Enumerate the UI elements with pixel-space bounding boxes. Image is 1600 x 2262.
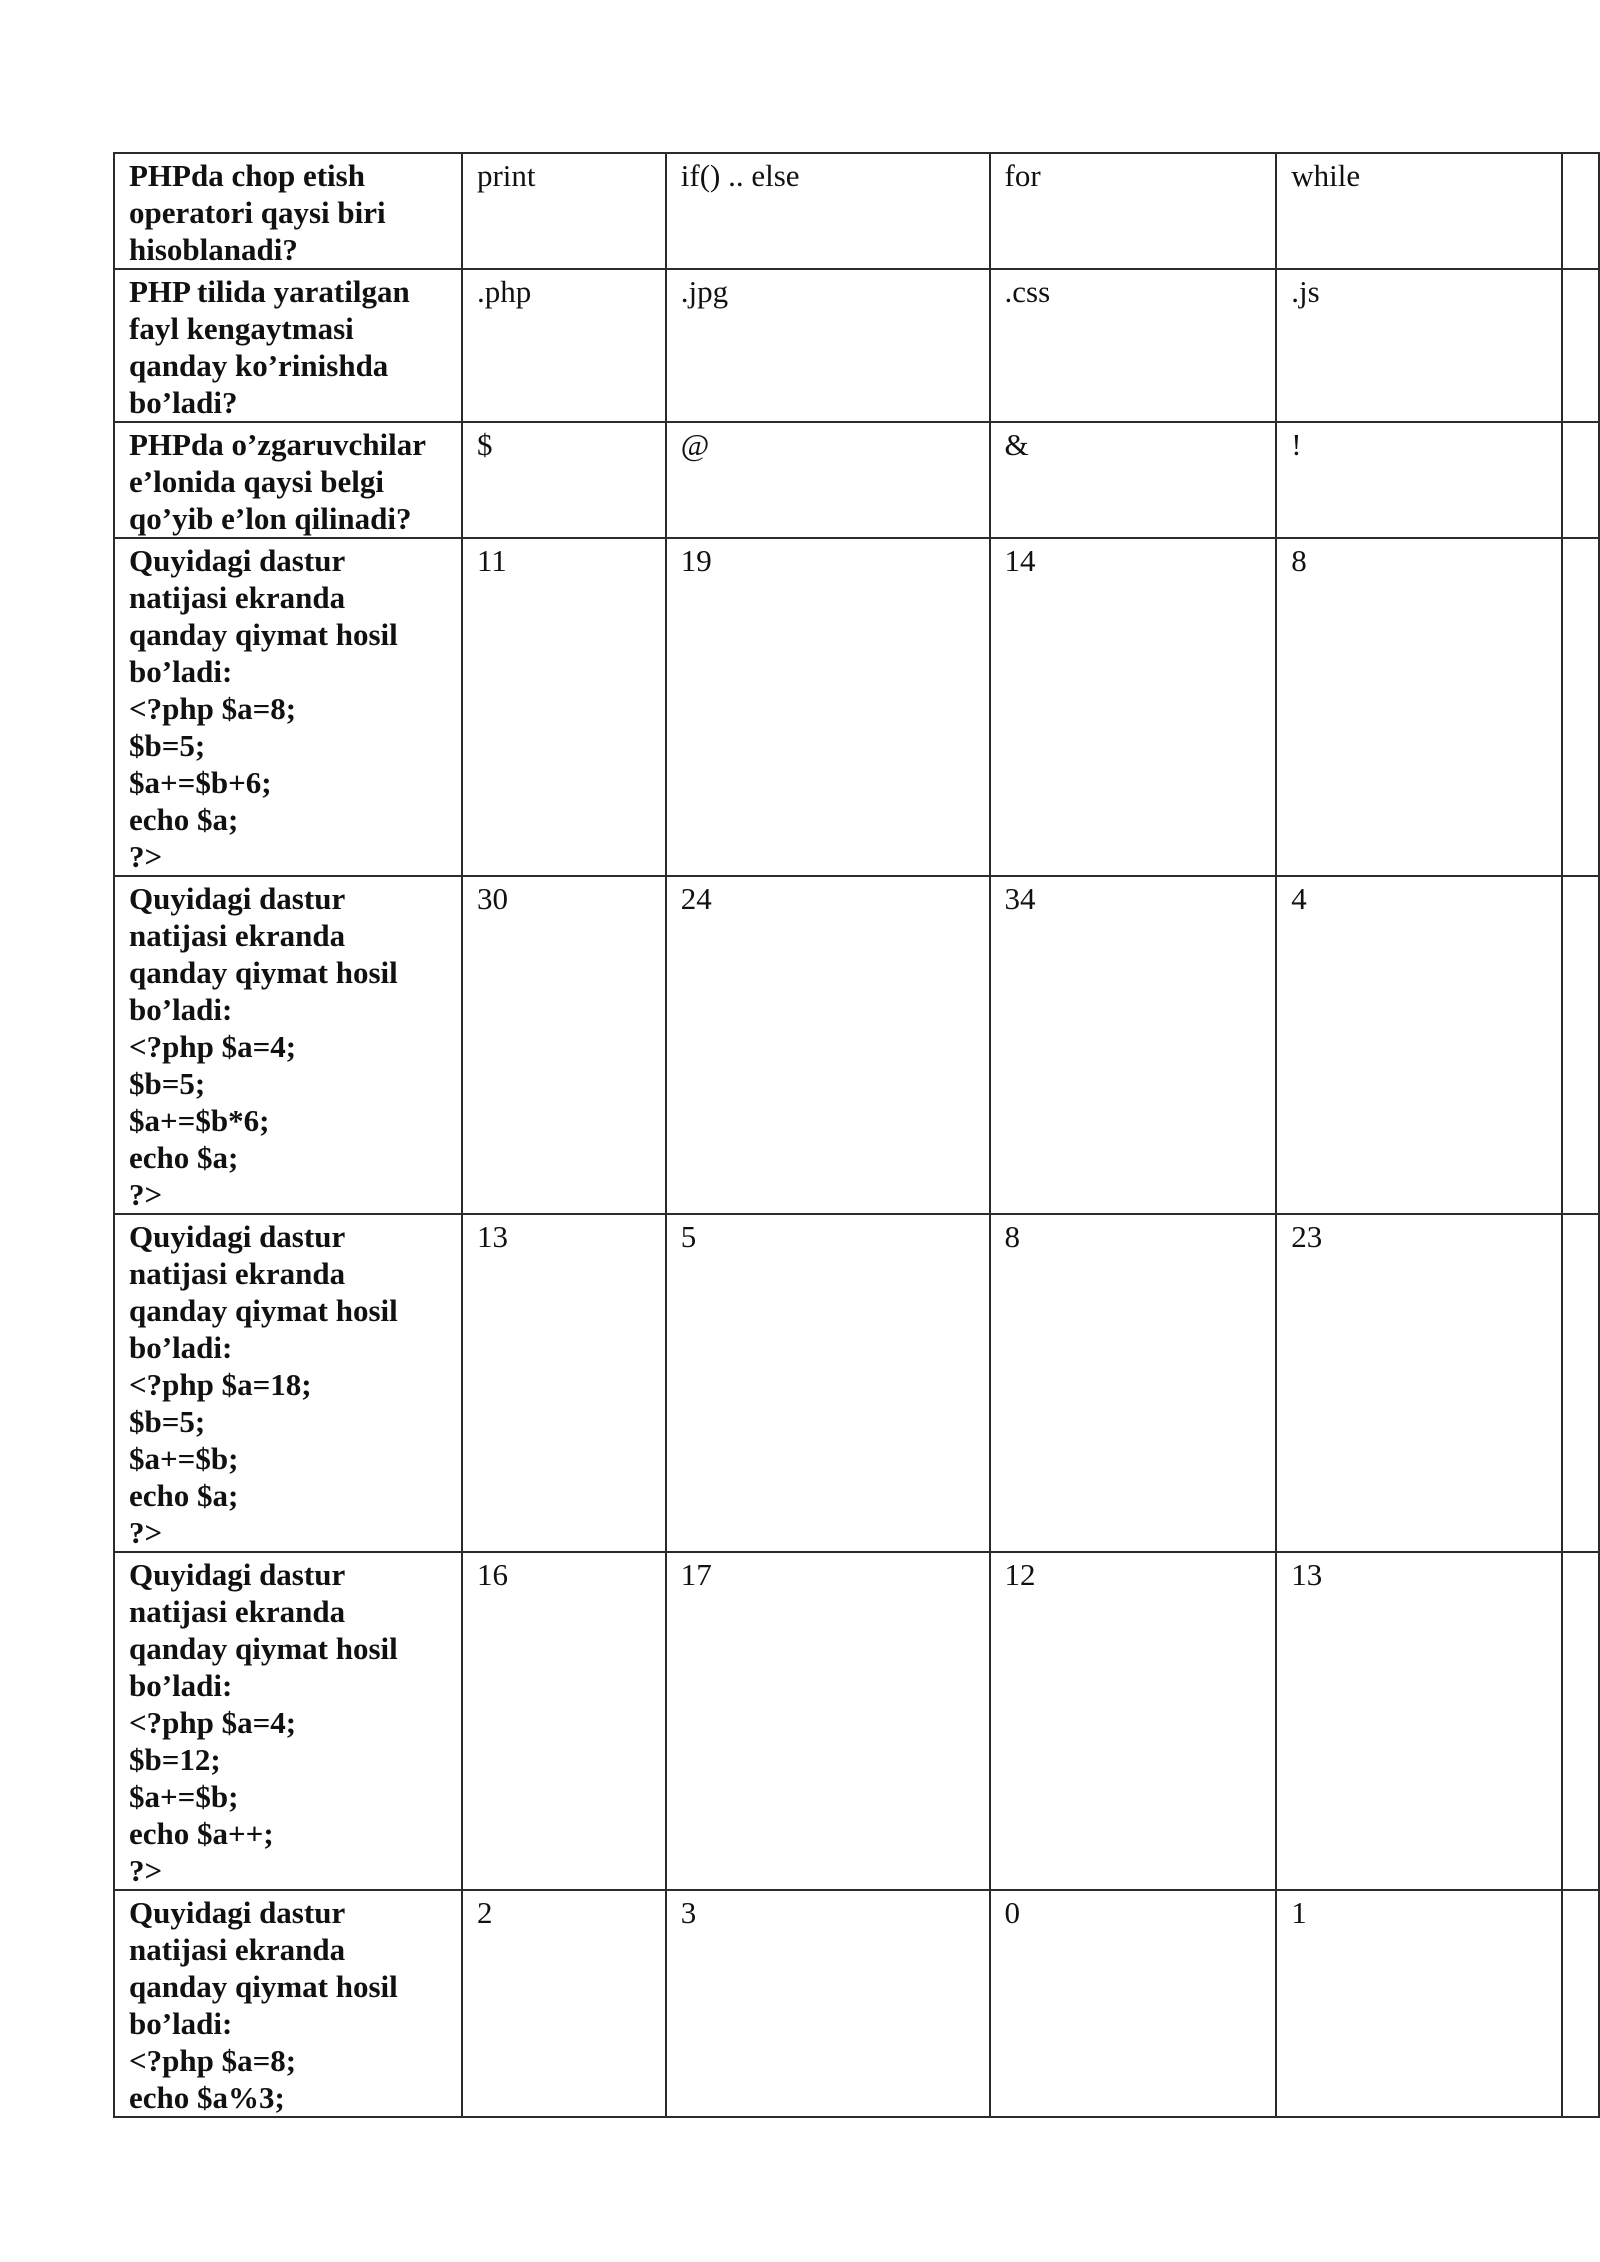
option-text: 11 [476,543,507,578]
question-line: operatori qaysi biri [129,195,386,230]
question-line: echo $a; [129,1478,239,1513]
question-line: qo’yib e’lon qilinadi? [129,501,412,536]
quiz-table-body [114,153,1599,2117]
question-cell [114,876,462,1214]
option-cell-1 [462,422,666,538]
question-line: <?php $a=8; [129,2043,297,2078]
quiz-table [113,152,1600,2118]
option-text: .js [1291,274,1320,309]
question-cell [114,538,462,876]
question-line: bo’ladi: [129,1668,233,1703]
question-line: <?php $a=4; [129,1705,297,1740]
empty-cell [1562,538,1599,876]
option-cell-2 [666,1214,990,1552]
option-cell-2 [666,876,990,1214]
option-text: 8 [1004,1219,1021,1254]
question-line: bo’ladi: [129,992,233,1027]
option-cell-2 [666,269,990,422]
question-line: bo’ladi: [129,2006,233,2041]
option-text: 4 [1291,881,1307,916]
question-line: natijasi ekranda [129,918,346,953]
option-cell-4 [1276,153,1562,269]
option-text: 14 [1004,543,1036,578]
option-text: 19 [680,543,712,578]
option-text: 1 [1291,1895,1307,1930]
option-cell-3 [990,269,1277,422]
question-cell [114,153,462,269]
option-text: 13 [1291,1557,1323,1592]
option-text: 16 [476,1557,508,1592]
question-line: echo $a; [129,1140,239,1175]
option-cell-4 [1276,1214,1562,1552]
empty-cell [1562,153,1599,269]
option-text: 8 [1291,543,1307,578]
empty-cell [1562,1552,1599,1890]
option-cell-4 [1276,538,1562,876]
option-cell-2 [666,422,990,538]
table-row [114,1214,1599,1552]
question-line: qanday qiymat hosil [129,955,398,990]
question-line: Quyidagi dastur [129,881,346,916]
question-line: ?> [129,1515,163,1550]
table-row [114,1890,1599,2117]
option-text: 3 [680,1895,697,1930]
option-cell-3 [990,538,1277,876]
question-line: $a+=$b; [129,1441,239,1476]
option-cell-2 [666,538,990,876]
question-line: natijasi ekranda [129,580,346,615]
question-line: $b=5; [129,1066,206,1101]
option-cell-4 [1276,269,1562,422]
empty-cell [1562,269,1599,422]
option-text: while [1291,158,1361,193]
empty-cell [1562,422,1599,538]
question-line: $b=12; [129,1742,221,1777]
question-cell [114,1890,462,2117]
option-text: 24 [680,881,712,916]
table-row [114,269,1599,422]
empty-cell [1562,1890,1599,2117]
option-text: 2 [476,1895,493,1930]
option-cell-3 [990,1552,1277,1890]
question-line: qanday qiymat hosil [129,1293,398,1328]
table-row [114,1552,1599,1890]
question-line: PHP tilida yaratilgan [129,274,410,309]
question-line: PHPda o’zgaruvchilar [129,427,427,462]
table-row [114,876,1599,1214]
question-line: <?php $a=4; [129,1029,297,1064]
question-line: $a+=$b*6; [129,1103,270,1138]
question-line: natijasi ekranda [129,1932,346,1967]
question-line: $a+=$b; [129,1779,239,1814]
option-text: 13 [476,1219,508,1254]
option-cell-2 [666,153,990,269]
option-text: @ [680,427,710,462]
option-text: 5 [680,1219,697,1254]
option-cell-2 [666,1552,990,1890]
option-text: .jpg [680,274,729,309]
table-row [114,153,1599,269]
question-line: qanday qiymat hosil [129,1631,398,1666]
option-cell-3 [990,876,1277,1214]
table-row [114,538,1599,876]
question-line: Quyidagi dastur [129,1895,346,1930]
question-line: ?> [129,839,163,874]
question-line: qanday qiymat hosil [129,617,398,652]
question-line: $b=5; [129,728,206,763]
option-cell-1 [462,538,666,876]
option-cell-4 [1276,422,1562,538]
question-line: $a+=$b+6; [129,765,272,800]
option-text: 23 [1291,1219,1323,1254]
option-cell-3 [990,422,1277,538]
option-cell-4 [1276,876,1562,1214]
option-text: ! [1291,427,1302,462]
option-text: & [1004,427,1029,462]
question-line: hisoblanadi? [129,232,298,267]
option-text: .css [1004,274,1051,309]
option-cell-3 [990,1890,1277,2117]
option-cell-1 [462,1890,666,2117]
question-cell [114,1552,462,1890]
question-line: qanday ko’rinishda [129,348,389,383]
question-line: echo $a%3; [129,2080,285,2115]
option-cell-1 [462,153,666,269]
empty-cell [1562,1214,1599,1552]
option-text: for [1004,158,1041,193]
option-text: 0 [1004,1895,1021,1930]
option-text: $ [476,427,493,462]
option-text: .php [476,274,532,309]
question-line: Quyidagi dastur [129,1219,346,1254]
option-cell-4 [1276,1552,1562,1890]
option-text: 34 [1004,881,1036,916]
question-cell [114,422,462,538]
question-line: e’lonida qaysi belgi [129,464,384,499]
question-line: Quyidagi dastur [129,543,346,578]
question-line: bo’ladi? [129,385,238,420]
question-line: echo $a; [129,802,239,837]
question-line: fayl kengaytmasi [129,311,354,346]
question-line: echo $a++; [129,1816,274,1851]
option-cell-3 [990,1214,1277,1552]
question-line: $b=5; [129,1404,206,1439]
option-cell-1 [462,1552,666,1890]
option-cell-1 [462,876,666,1214]
option-text: 17 [680,1557,712,1592]
option-cell-3 [990,153,1277,269]
empty-cell [1562,876,1599,1214]
question-line: <?php $a=8; [129,691,297,726]
question-line: ?> [129,1853,163,1888]
question-line: bo’ladi: [129,654,233,689]
question-line: <?php $a=18; [129,1367,312,1402]
table-row [114,422,1599,538]
question-line: bo’ladi: [129,1330,233,1365]
question-line: ?> [129,1177,163,1212]
option-text: 30 [476,881,508,916]
question-line: natijasi ekranda [129,1256,346,1291]
question-line: PHPda chop etish [129,158,365,193]
question-cell [114,1214,462,1552]
option-cell-2 [666,1890,990,2117]
question-line: natijasi ekranda [129,1594,346,1629]
question-line: Quyidagi dastur [129,1557,346,1592]
option-cell-1 [462,269,666,422]
option-cell-4 [1276,1890,1562,2117]
question-cell [114,269,462,422]
option-text: 12 [1004,1557,1036,1592]
option-text: if() .. else [680,158,800,193]
option-cell-1 [462,1214,666,1552]
question-line: qanday qiymat hosil [129,1969,398,2004]
option-text: print [476,158,536,193]
